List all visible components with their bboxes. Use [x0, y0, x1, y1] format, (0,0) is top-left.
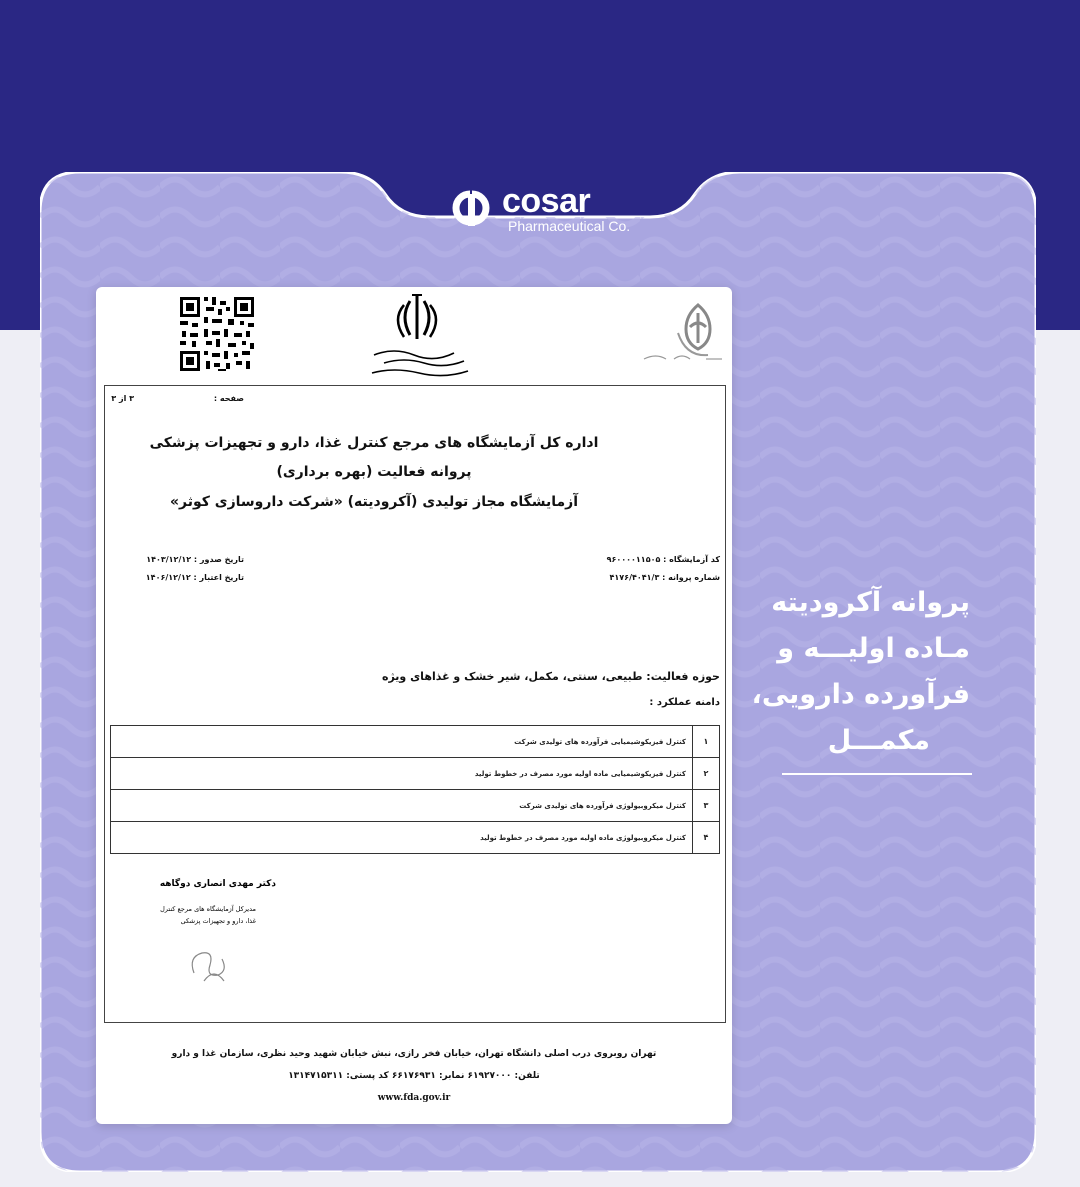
brand-subtitle: Pharmaceutical Co. — [508, 218, 631, 234]
item-text: کنترل فیزیکوشیمیایی ماده اولیه مورد مصرف در خطوط تولید — [111, 758, 693, 790]
table-row — [111, 822, 720, 854]
brand-name: cosar — [502, 182, 591, 220]
item-text: کنترل میکروبیولوژی فرآورده های تولیدی شرکت — [111, 790, 693, 822]
item-number: ۱ — [693, 726, 720, 758]
certificate-document — [96, 287, 732, 1124]
iran-emblem-icon — [392, 291, 442, 343]
side-divider — [782, 773, 972, 775]
table-row — [111, 758, 720, 790]
expiry-date: تاریخ اعتبار : ۱۴۰۶/۱۲/۱۲ — [145, 573, 244, 582]
document-border — [104, 385, 726, 1023]
item-number: ۴ — [693, 822, 720, 854]
side-title-line: فرآورده دارویی، — [751, 679, 970, 710]
side-title — [751, 580, 970, 764]
lab-code: کد آزمایشگاه : ۹۶۰۰۰۰۱۱۵۰۵ — [606, 555, 720, 564]
qr-code-icon — [178, 295, 256, 373]
cosar-logo-icon — [444, 190, 500, 226]
signatory-name: دکتر مهدی انصاری دوگاهه — [159, 879, 276, 889]
page-value: ۳ از ۳ — [111, 394, 134, 403]
scope-table — [110, 725, 720, 854]
item-number: ۲ — [693, 758, 720, 790]
heading-line-2: پروانه فعالیت (بهره برداری) — [276, 464, 472, 480]
side-title-line: پروانه آکرودیته — [771, 587, 970, 618]
side-title-line: مـاده اولیـــه و — [777, 633, 970, 664]
address: تهران روبروی درب اصلی دانشگاه تهران، خیابان فخر رازی، نبش خیابان شهید وحید نظری، سازمان غذا و دارو — [171, 1049, 657, 1059]
license-number: شماره پروانه : ۴۱۷۶/۴۰۴۱/۳ — [609, 573, 720, 582]
heading-line-3: آزمایشگاه مجاز تولیدی (آکرودیته) «شرکت داروسازی کوثر» — [169, 494, 579, 510]
signatory-role-line: غذا، دارو و تجهیزات پزشکی — [180, 917, 256, 925]
item-text: کنترل فیزیکوشیمیایی فرآورده های تولیدی شرکت — [111, 726, 693, 758]
website-link[interactable]: www.fda.gov.ir — [377, 1093, 451, 1103]
signature-icon — [184, 937, 234, 987]
item-text: کنترل میکروبیولوژی ماده اولیه مورد مصرف در خطوط تولید — [111, 822, 693, 854]
ministry-calligraphy-icon — [364, 345, 474, 381]
issue-date: تاریخ صدور : ۱۴۰۳/۱۲/۱۲ — [146, 555, 244, 564]
brand-logo — [440, 182, 640, 242]
signatory-role-line: مدیرکل آزمایشگاه های مرجع کنترل — [160, 905, 256, 913]
item-number: ۳ — [693, 790, 720, 822]
page-label: صفحه : — [213, 394, 244, 403]
fda-logo — [616, 293, 726, 373]
table-row — [111, 726, 720, 758]
scope-label: دامنه عملکرد : — [649, 697, 720, 708]
activity-field: حوزه فعالیت: طبیعی، سنتی، مکمل، شیر خشک و غذاهای ویژه — [381, 670, 720, 683]
side-title-line: مکمـــل — [827, 725, 930, 756]
heading-line-1: اداره کل آزمایشگاه های مرجع کنترل غذا، دارو و تجهیزات پزشکی — [149, 435, 599, 451]
table-row — [111, 790, 720, 822]
signatory-role — [136, 903, 256, 927]
contact-info: تلفن: ۶۱۹۲۷۰۰۰ نمابر: ۶۶۱۷۶۹۳۱ کد پستی: ۱۳۱۴۷۱۵۳۱۱ — [288, 1071, 540, 1081]
